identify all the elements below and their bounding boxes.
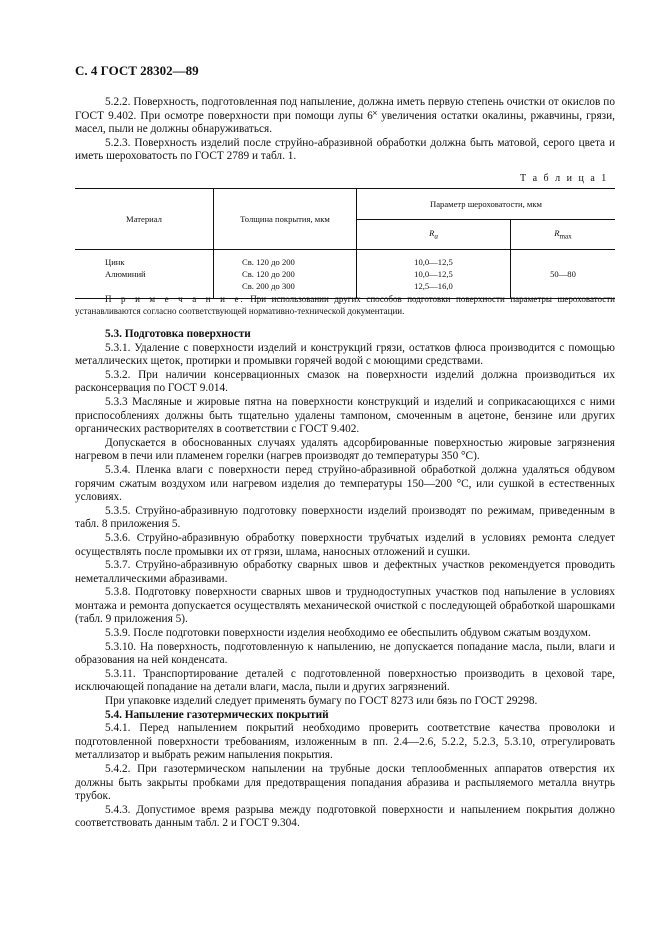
note-label: П р и м е ч а н и е.: [105, 294, 245, 304]
note-text: При использовании других способов подготовки поверхности параметры шероховатости устанавливаются согласно соответствующей нормативно-технической документации.: [75, 294, 615, 316]
paragraph: 5.3.5. Струйно-абразивную подготовку поверхности изделий производят по режимам, приведенным в табл. 8 приложения 5.: [75, 504, 615, 531]
paragraph: 5.3.7. Струйно-абразивную обработку сварных швов и дефектных участков рекомендуется проводить неметаллическими абразивами.: [75, 559, 615, 585]
paragraph: 5.3.4. Пленка влаги с поверхности перед струйно-абразивной обработкой должна удаляться обдувом горячим сжатым воздухом или нагревом изделия до температуры 150—200 °С, или сушкой в естественных условиях.: [75, 463, 615, 504]
paragraph: 5.3.6. Струйно-абразивную обработку поверхности трубчатых изделий в условиях ремонта следует осуществлять после промывки их от грязи, шлама, наносных отложений и сушки.: [75, 531, 615, 558]
cell-rmax: 50—80: [550, 268, 576, 279]
paragraph: 5.3.8. Подготовку поверхности сварных швов и труднодоступных участков под напыление в условиях монтажа и ремонта допускается осуществлять механической очисткой с последующей обработкой шарошками (табл. 9 приложения 5).: [75, 586, 615, 626]
col-header-rmax: $R_{max}$: [510, 220, 615, 250]
paragraph: 5.3.3 Масляные и жировые пятна на поверхности конструкций и изделий и соприкасающихся с ними приспособлениях должны быть тщательно удалены тампоном, смоченным в ацетоне, бензине или других органических растворителях в соответствии с ГОСТ 9.402.: [75, 395, 615, 436]
col-header-ra: $R_a$: [357, 220, 511, 250]
paragraph: 5.4.2. При газотермическом напылении на трубные доски теплообменных аппаратов отверстия их должны быть закрыты пробками для предотвращения попадания абразива и распыляемого металла внутрь трубок.: [75, 763, 615, 803]
paragraph: 5.4.3. Допустимое время разрыва между подготовкой поверхности и напылением покрытия должно соответствовать данным табл. 2 и ГОСТ 9.304.: [75, 803, 615, 830]
paragraph: 5.3.2. При наличии консервационных смазок на поверхности изделий должна производиться их расконсервация по ГОСТ 9.014.: [75, 368, 615, 395]
roughness-table: [75, 188, 615, 299]
paragraph-5-2-2: 5.2.2. Поверхность, подготовленная под напыление, должна иметь первую степень очистки от окислов по ГОСТ 9.402. При осмотре поверхности при помощи лупы 6˟ увеличения остатки окалины, ржавчины, грязи, масел, пыли не должны обнаруживаться.: [75, 96, 615, 136]
top-paragraphs: [75, 96, 615, 164]
page-header: С. 4 ГОСТ 28302—89: [75, 63, 199, 78]
table-note: [75, 293, 615, 317]
cell-materials: Цинк Алюминий: [75, 250, 214, 299]
paragraph-5-2-3: 5.2.3. Поверхность изделий после струйно-абразивной обработки должна быть матовой, серого цвета и иметь шероховатость по ГОСТ 2789 и табл. 1.: [75, 136, 615, 163]
paragraph: 5.4.1. Перед напылением покрытий необходимо проверить соответствие качества проволоки и подготовленной поверхности требованиям, изложенным в пп. 2.4—2.6, 5.2.2, 5.2.3, 5.3.10, отрегулировать металлизатор и выбрать режим напыления покрытия.: [75, 722, 615, 762]
paragraph: 5.3.10. На поверхность, подготовленную к напылению, не допускается попадание масла, пыли, влаги и образования на ней конденсата.: [75, 640, 615, 667]
paragraph: 5.3.9. После подготовки поверхности изделия необходимо ее обеспылить обдувом сжатым воздухом.: [105, 627, 591, 640]
col-header-thickness: Толщина покрытия, мкм: [214, 189, 357, 250]
paragraph: При упаковке изделий следует применять бумагу по ГОСТ 8273 или бязь по ГОСТ 29298.: [105, 695, 538, 708]
section-heading: 5.3. Подготовка поверхности: [105, 328, 251, 340]
table-caption: Т а б л и ц а 1: [520, 173, 609, 184]
paragraph: 5.3.1. Удаление с поверхности изделий и конструкций грязи, остатков флюса производится с помощью металлических щеток, протирки и промывки горячей водой с моющими средствами.: [75, 341, 615, 368]
paragraph: Допускается в обоснованных случаях удалять адсорбированные поверхностью жировые загрязнения нагревом в печи или пламенем горелки (нагрев производят до температуры 350 °С).: [75, 436, 615, 463]
col-header-material: Материал: [75, 189, 214, 250]
paragraph: 5.3.11. Транспортирование деталей с подготовленной поверхностью производить в цеховой таре, исключающей попадание на детали влаги, масла, пыли и других загрязнений.: [75, 667, 615, 694]
cell-ra: 10,0—12,5 10,0—12,5 12,5—16,0: [357, 250, 511, 299]
section-heading: 5.4. Напыление газотермических покрытий: [105, 708, 329, 721]
col-header-param: Параметр шероховатости, мкм: [357, 189, 616, 220]
main-paragraphs: [75, 328, 615, 831]
cell-thickness: Св. 120 до 200 Св. 120 до 200 Св. 200 до 300: [214, 250, 357, 299]
